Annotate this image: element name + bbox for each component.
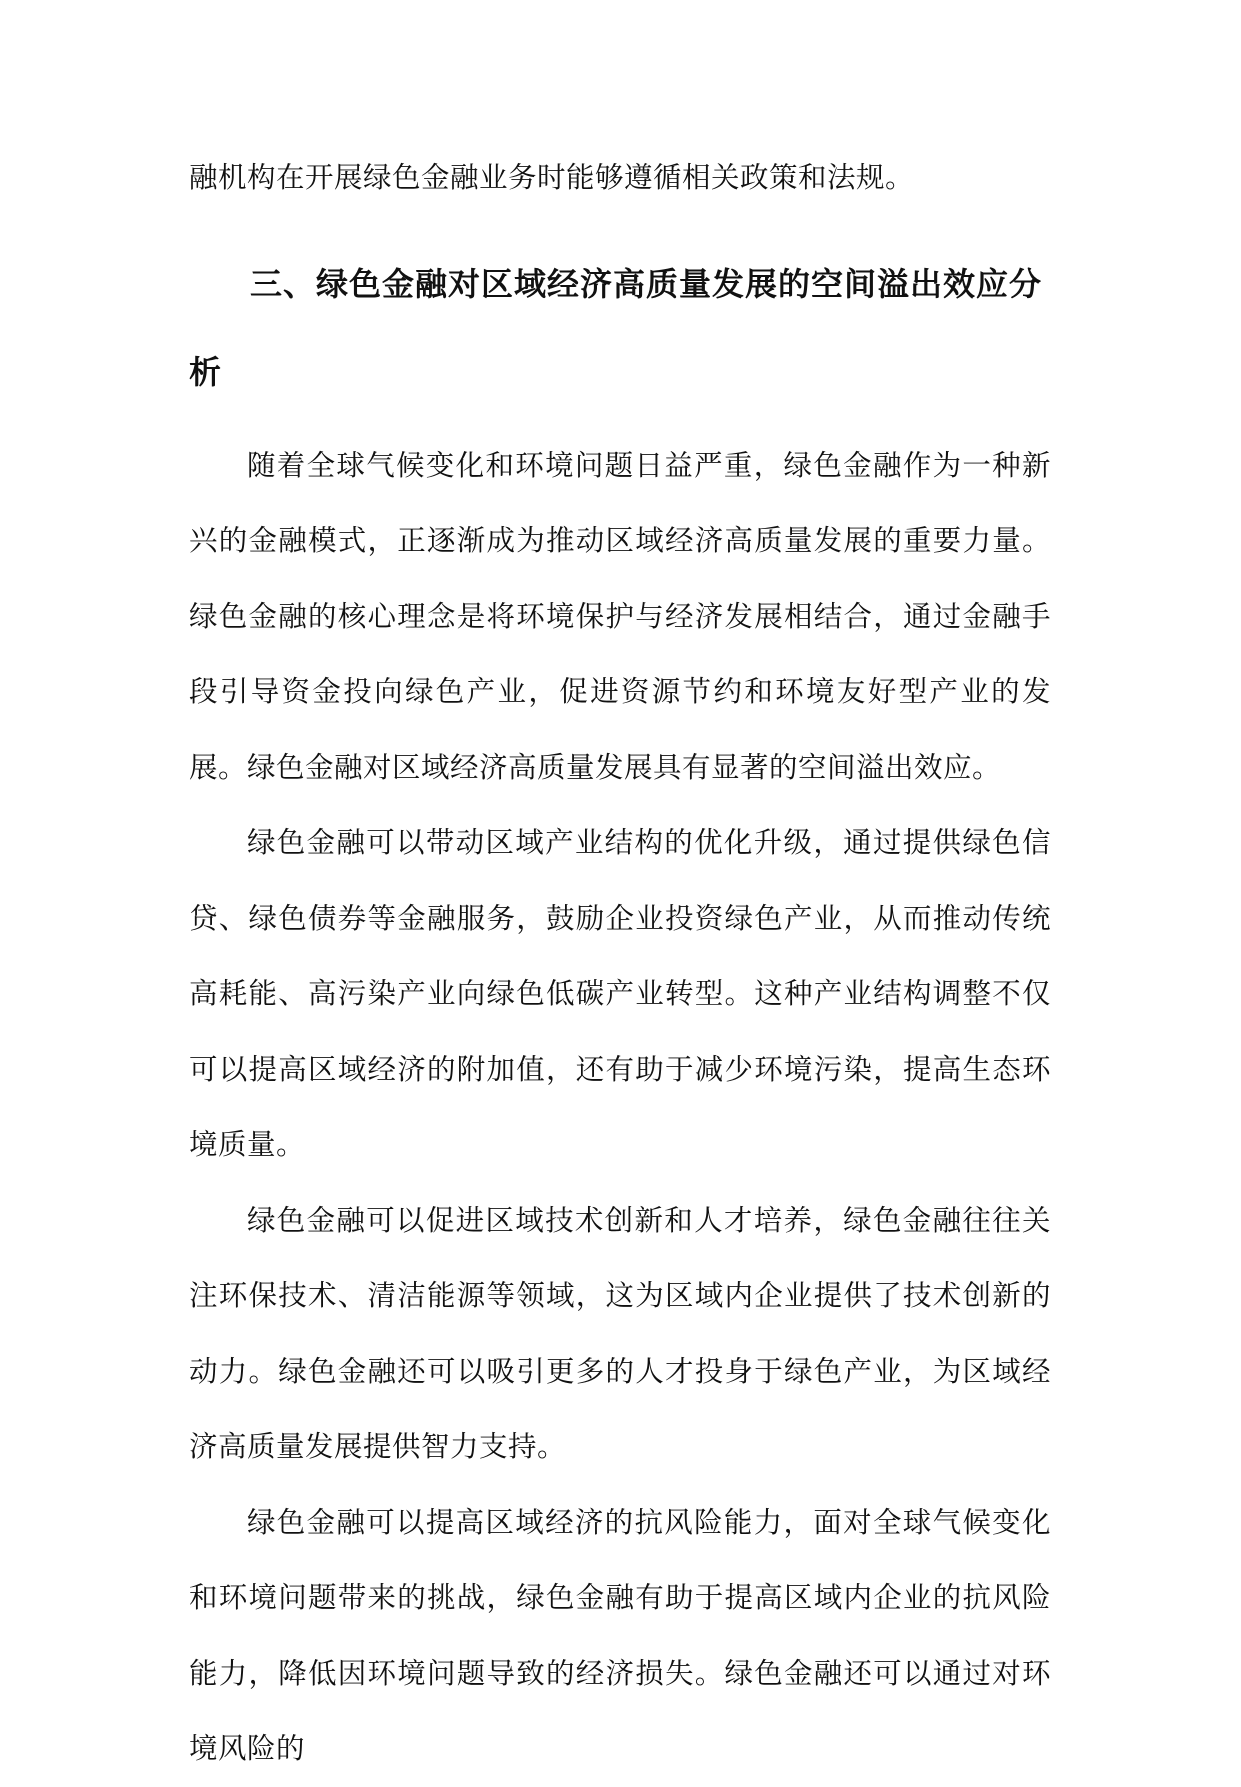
body-paragraph-4: 绿色金融可以提高区域经济的抗风险能力，面对全球气候变化和环境问题带来的挑战，绿色金融有助于提高区域内企业的抗风险能力，降低因环境问题导致的经济损失。绿色金融还可以通过对环境风险的 — [189, 1505, 1051, 1765]
body-paragraph-3: 绿色金融可以促进区域技术创新和人才培养，绿色金融往往关注环保技术、清洁能源等领域，这为区域内企业提供了技术创新的动力。绿色金融还可以吸引更多的人才投身于绿色产业，为区域经济高质量发展提供智力支持。 — [189, 1203, 1051, 1463]
document-body — [189, 140, 1051, 1787]
continuation-paragraph: 融机构在开展绿色金融业务时能够遵循相关政策和法规。 — [189, 161, 915, 194]
section-heading: 三、绿色金融对区域经济高质量发展的空间溢出效应分析 — [189, 264, 1043, 391]
body-paragraph-2: 绿色金融可以带动区域产业结构的优化升级，通过提供绿色信贷、绿色债券等金融服务，鼓励企业投资绿色产业，从而推动传统高耗能、高污染产业向绿色低碳产业转型。这种产业结构调整不仅可以提高区域经济的附加值，还有助于减少环境污染，提高生态环境质量。 — [189, 826, 1051, 1161]
body-paragraph-1: 随着全球气候变化和环境问题日益严重，绿色金融作为一种新兴的金融模式，正逐渐成为推动区域经济高质量发展的重要力量。绿色金融的核心理念是将环境保护与经济发展相结合，通过金融手段引导资金投向绿色产业，促进资源节约和环境友好型产业的发展。绿色金融对区域经济高质量发展具有显著的空间溢出效应。 — [189, 448, 1051, 784]
